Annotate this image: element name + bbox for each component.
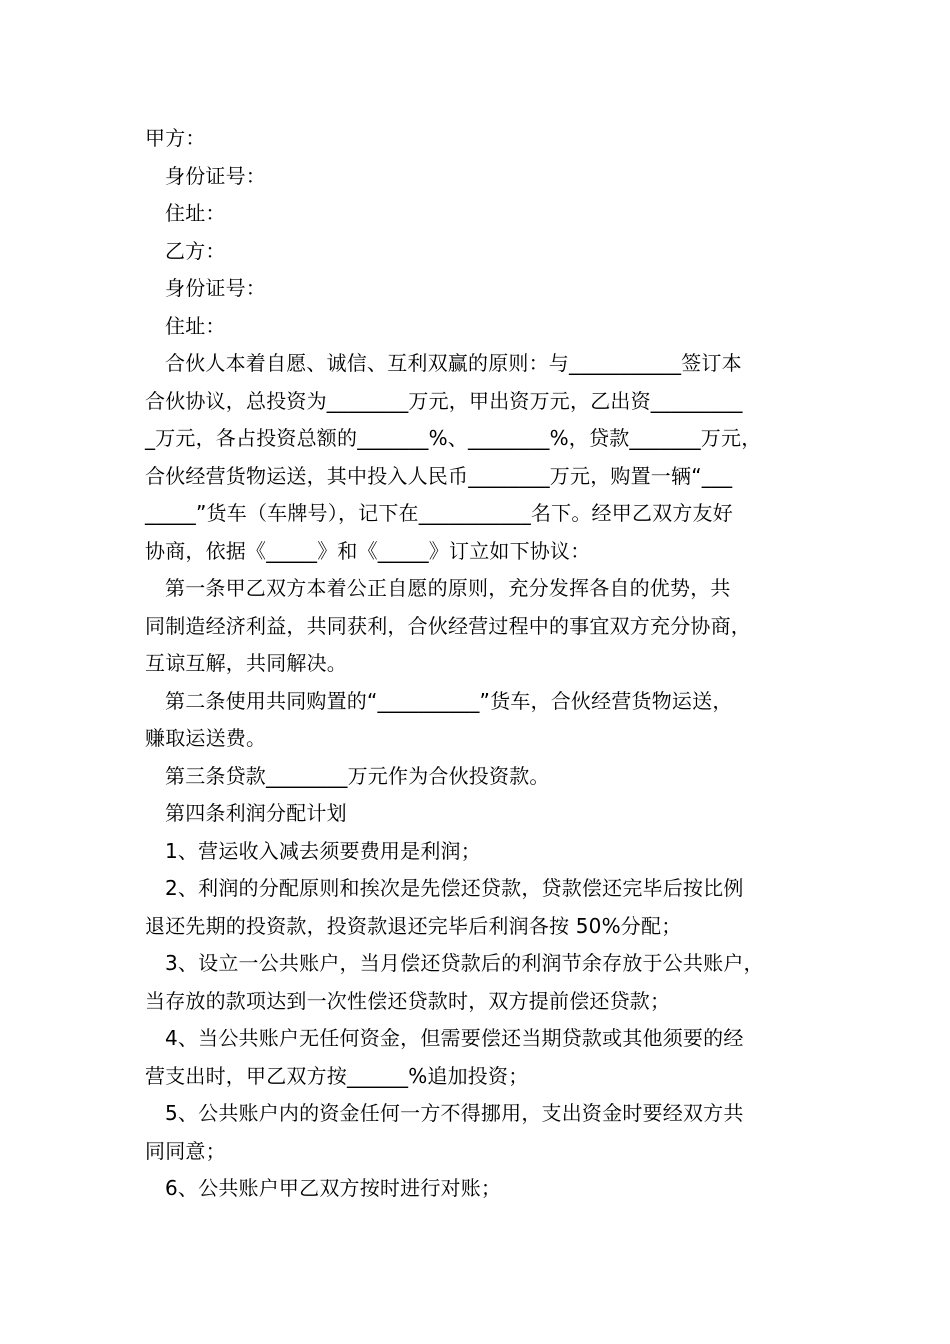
- document-line: 协商，依据《_____》和《_____》订立如下协议：: [145, 538, 591, 563]
- document-line: 第一条甲乙双方本着公正自愿的原则，充分发挥各自的优势，共: [165, 576, 731, 600]
- document-line: 第四条利润分配计划: [165, 801, 347, 825]
- document-line: 3、设立一公共账户，当月偿还贷款后的利润节余存放于公共账户，: [165, 951, 764, 975]
- document-line: 赚取运送费。: [145, 726, 267, 750]
- document-line: 合伙人本着自愿、诚信、互利双赢的原则：与___________签订本: [165, 351, 742, 375]
- document-line: 互谅互解，共同解决。: [145, 651, 347, 675]
- document-line: 退还先期的投资款，投资款退还完毕后利润各按 50%分配；: [145, 913, 682, 938]
- document-line: _____”货车（车牌号），记下在___________名下。经甲乙双方友好: [145, 501, 733, 525]
- document-body: [145, 120, 810, 1208]
- document-line: 4、当公共账户无任何资金，但需要偿还当期贷款或其他须要的经: [165, 1026, 744, 1050]
- document-line: 身份证号：: [165, 276, 266, 300]
- document-line: 2、利润的分配原则和挨次是先偿还贷款，贷款偿还完毕后按比例: [165, 876, 744, 900]
- document-line: 住址：: [165, 201, 226, 225]
- document-line: 同同意；: [145, 1138, 226, 1163]
- document-line: 合伙协议，总投资为________万元，甲出资万元，乙出资_________: [145, 388, 743, 413]
- document-line: 第三条贷款________万元作为合伙投资款。: [165, 763, 550, 788]
- document-line: 合伙经营货物运送，其中投入人民币________万元，购置一辆“___: [145, 463, 733, 488]
- document-line: 乙方：: [165, 238, 226, 263]
- document-line: 5、公共账户内的资金任何一方不得挪用，支出资金时要经双方共: [165, 1101, 744, 1125]
- document-line: 6、公共账户甲乙双方按时进行对账；: [165, 1176, 502, 1200]
- document-line: 身份证号：: [165, 163, 266, 188]
- document-line: _万元，各占投资总额的_______%、________%，贷款_______万元，: [145, 426, 762, 450]
- document-line: 1、营运收入减去须要费用是利润；: [165, 838, 481, 863]
- document-line: 第二条使用共同购置的“__________”货车，合伙经营货物运送，: [165, 688, 733, 713]
- document-line: 当存放的款项达到一次性偿还贷款时，双方提前偿还贷款；: [145, 988, 671, 1013]
- document-line: 同制造经济利益，共同获利，合伙经营过程中的事宜双方充分协商，: [145, 613, 751, 638]
- document-line: 住址：: [165, 313, 226, 338]
- document-line: 甲方：: [145, 126, 206, 150]
- document-line: 营支出时，甲乙双方按______%追加投资；: [145, 1063, 529, 1088]
